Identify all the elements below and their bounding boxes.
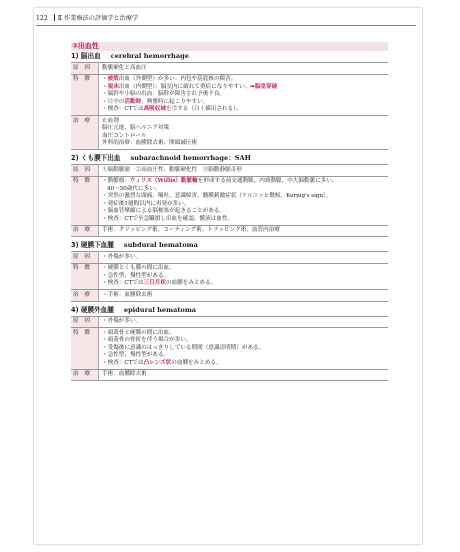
text-segment: ・検査：CTでは [102, 280, 144, 286]
text-line [102, 318, 386, 326]
text-line [102, 178, 386, 186]
text-line [102, 140, 386, 148]
table-row [71, 290, 388, 302]
row-value [99, 263, 389, 290]
row-value [99, 316, 389, 328]
entry-title-jp: 2) くも膜下出血 [71, 154, 121, 162]
entry-title-jp: 4) 硬膜外血腫 [71, 305, 114, 314]
text-segment: ・外傷が多い。 [102, 318, 142, 324]
highlight-term: 凸レンズ状 [143, 359, 172, 366]
entry-title [71, 306, 388, 315]
text-line [102, 273, 386, 281]
row-key: 特 徴 [71, 176, 99, 225]
text-segment: 外科的治療：血腫除去術、開頭減圧術 [102, 140, 198, 146]
row-key: 特 徴 [71, 263, 99, 290]
row-key: 治 療 [71, 369, 99, 381]
row-value [99, 252, 389, 264]
text-segment: ・動脈瘤： [102, 178, 130, 184]
row-value [99, 165, 389, 177]
text-segment: ・検査：CTで至急臓損し出血を確認。髄液は血性。 [102, 215, 234, 222]
entry-list [71, 52, 388, 381]
row-value [99, 116, 389, 150]
text-segment: の血腫をみとめる。 [165, 280, 217, 286]
text-line [102, 345, 386, 353]
table-row [71, 369, 388, 381]
entry-title-jp: 3) 硬膜下血腫 [71, 241, 114, 249]
text-segment: ・硬膜とくも膜の間に出血。 [102, 265, 175, 271]
text-line [102, 201, 386, 209]
text-segment: ・日中の [102, 98, 125, 105]
text-line [102, 186, 386, 194]
text-segment: ・急性型、慢性型がある。 [102, 272, 170, 279]
entry-table [71, 62, 388, 150]
text-segment: ・ [102, 83, 108, 90]
text-line [102, 125, 386, 133]
text-segment: ・脳血管攣縮による脳梗塞が起きることがある。 [102, 208, 226, 214]
row-key: 治 療 [71, 225, 99, 237]
text-line [102, 352, 386, 360]
highlight-term: ➡脳室穿破 [250, 83, 278, 90]
table-row [71, 116, 388, 150]
entry-title [71, 241, 388, 250]
table-row [71, 63, 388, 75]
row-value [99, 369, 389, 381]
text-segment: ・発症後1週間以内に再発が多い。 [102, 200, 190, 207]
chapter-title: Ⅱ 作業療法の評価学と治療学 [57, 15, 139, 22]
text-line [102, 330, 386, 338]
row-value [99, 290, 389, 302]
text-segment: を形成する前交通動脈、内頸動脈、中大脳動脈に多い。 [197, 178, 338, 184]
text-segment: 血圧コントロール [102, 132, 147, 139]
entry-title-jp: 1) 脳出血 [71, 52, 101, 60]
text-line [102, 76, 386, 84]
text-segment: の血腫をみとめる。 [171, 359, 222, 366]
highlight-term: 活動時 [124, 98, 142, 105]
table-row [71, 328, 388, 370]
table-row [71, 176, 388, 225]
text-segment: ・検査：CTでは [102, 106, 144, 112]
text-segment: 脳圧亢進、脳ヘルニア対策 [102, 125, 170, 131]
text-line [102, 99, 386, 107]
entry-table [71, 251, 388, 302]
text-segment: 止血剤 [102, 117, 119, 124]
row-value [99, 63, 389, 75]
text-line [102, 106, 386, 114]
highlight-term: 被殻 [107, 76, 119, 82]
highlight-term: 三日月状 [143, 280, 166, 286]
running-header [36, 14, 416, 26]
text-line [102, 227, 386, 235]
row-key: 原 因 [71, 63, 99, 75]
text-line [102, 265, 386, 273]
table-row [71, 316, 388, 328]
text-line [102, 292, 386, 300]
book-page [34, 8, 422, 544]
entry-title [71, 154, 388, 163]
text-line [102, 360, 386, 368]
text-segment: ・検査：CTでは [102, 359, 144, 366]
page-number: 122 [36, 15, 48, 22]
text-line [102, 216, 386, 224]
text-line [102, 91, 386, 99]
entry-table [71, 164, 388, 237]
row-value [99, 328, 389, 370]
row-value [99, 74, 389, 116]
text-segment: 動脈硬化と高血圧 [102, 64, 147, 71]
text-segment: ・脳幹や小脳の出血：脳幹が障害され予後不良。 [102, 91, 226, 97]
row-value [99, 225, 389, 237]
text-segment: ・頭蓋骨の骨折を伴う場合が多い。 [102, 337, 192, 343]
text-segment: ・突然の激烈な頭痛、嘔吐、意識障害、髄膜刺激症状（ケルニッヒ徴候、Kernig's sign）。 [102, 193, 332, 199]
text-segment: ・手術：血腫除去術 [102, 291, 153, 298]
text-line [102, 208, 386, 216]
entry-title-en: subdural hematoma [123, 241, 198, 249]
text-line [102, 84, 386, 92]
row-value [99, 176, 389, 225]
text-segment: 出血（外側型）が多い：内包や基底核の障害。 [118, 76, 237, 82]
text-segment: を呈する（白く描出される）。 [165, 106, 242, 112]
text-segment: 手術：血腫除去術 [102, 371, 147, 377]
highlight-term: 視床 [107, 83, 119, 90]
text-segment: ・受傷後に意識のはっきりしている期間（意識清明期）がある。 [102, 344, 265, 351]
section-title: ②出血性 [71, 42, 388, 51]
page-content [71, 42, 388, 385]
table-row [71, 252, 388, 264]
text-line [102, 65, 386, 73]
text-segment: ①脳動脈瘤 ②高血圧性、動脈硬化性 ③脳動静脈奇形 [102, 166, 242, 173]
table-row [71, 74, 388, 116]
entry-title-en: epidural hematoma [123, 305, 197, 314]
text-line [102, 371, 386, 379]
text-line [102, 118, 386, 126]
header-divider [54, 14, 55, 21]
entry-title-en: subarachnoid hemorrhage：SAH [130, 154, 251, 162]
entry-title [71, 52, 388, 61]
table-row [71, 225, 388, 237]
text-segment: 手術：クリッピング術、コーティング術、トラッピング術、血管内治療 [102, 227, 280, 233]
highlight-term: ウィリス（Willis）動脈輪 [129, 178, 198, 184]
text-line [102, 133, 386, 141]
text-segment: 出血（内側型）：脳室内に破れて重症になりやすい。 [118, 83, 251, 90]
row-key: 原 因 [71, 252, 99, 264]
entry-table [71, 316, 388, 382]
text-line [102, 337, 386, 345]
row-key: 特 徴 [71, 74, 99, 116]
row-key: 特 徴 [71, 328, 99, 370]
row-key: 原 因 [71, 165, 99, 177]
text-segment: ・急性型、慢性型がある。 [102, 352, 170, 358]
text-line [102, 254, 386, 262]
text-segment: ・外傷が多い。 [102, 253, 142, 260]
text-line [102, 167, 386, 175]
table-row [71, 165, 388, 177]
entry-title-en: cerebral hemorrhage [110, 52, 189, 60]
text-segment: ・ [102, 76, 108, 82]
row-key: 治 療 [71, 116, 99, 150]
row-key: 原 因 [71, 316, 99, 328]
highlight-term: 高吸収域 [143, 106, 166, 112]
table-row [71, 263, 388, 290]
text-segment: ・頭蓋骨と硬膜の間に出血。 [102, 329, 175, 336]
text-line [102, 280, 386, 288]
row-key: 治 療 [71, 290, 99, 302]
text-segment: 、興奮時に起こりやすい。 [141, 98, 209, 105]
text-segment: 40～50歳代に多い。 [107, 185, 161, 192]
text-line [102, 193, 386, 201]
